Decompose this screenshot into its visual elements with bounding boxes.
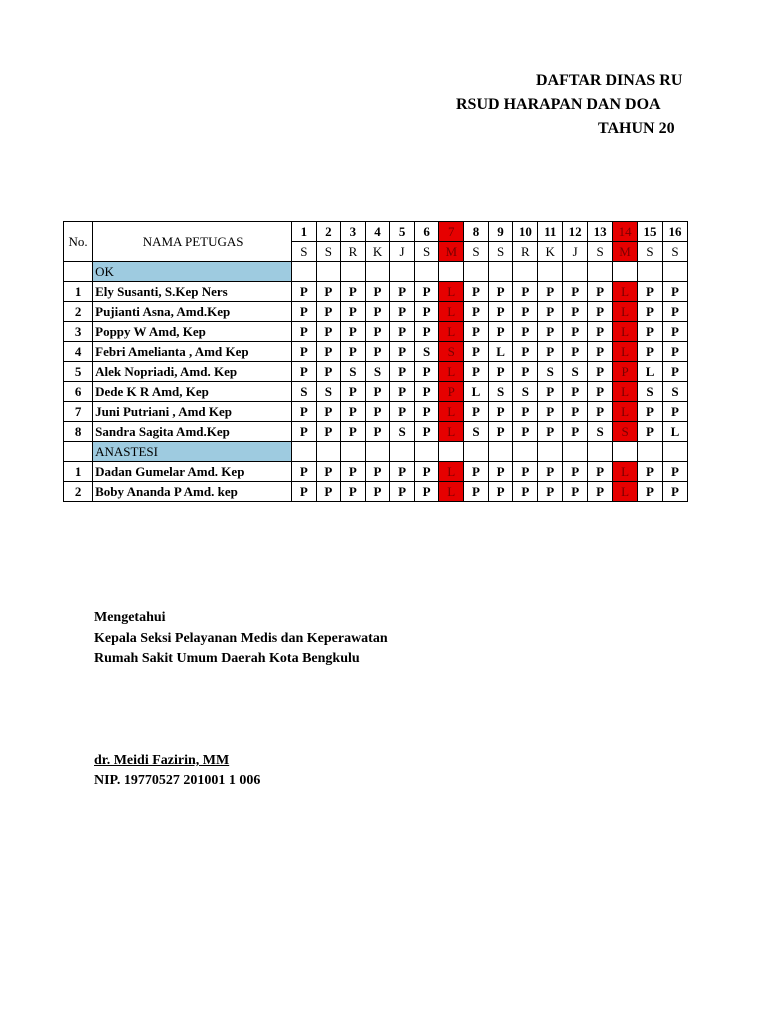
staff-row — [64, 462, 688, 482]
day-number-header: 10 — [513, 222, 538, 242]
shift-cell: P — [341, 462, 366, 482]
shift-cell: P — [513, 282, 538, 302]
shift-cell: L — [439, 302, 464, 322]
shift-cell: P — [341, 282, 366, 302]
section-name: OK — [93, 262, 292, 282]
section-empty-cell — [390, 442, 415, 462]
shift-cell: L — [488, 342, 513, 362]
weekday-header: K — [538, 242, 563, 262]
weekday-header: K — [365, 242, 390, 262]
day-number-header: 5 — [390, 222, 415, 242]
shift-cell: P — [464, 462, 489, 482]
weekday-header: S — [464, 242, 489, 262]
shift-cell: P — [292, 462, 317, 482]
section-empty-cell — [513, 262, 538, 282]
section-empty-cell — [513, 442, 538, 462]
weekday-header: S — [414, 242, 439, 262]
shift-cell: P — [488, 422, 513, 442]
shift-cell: P — [563, 322, 588, 342]
shift-cell: P — [488, 482, 513, 502]
shift-cell: P — [390, 462, 415, 482]
shift-cell: P — [538, 342, 563, 362]
staff-number: 2 — [64, 302, 93, 322]
section-empty-cell — [464, 442, 489, 462]
section-no-cell — [64, 442, 93, 462]
shift-cell: P — [488, 362, 513, 382]
shift-cell: P — [414, 402, 439, 422]
shift-cell: P — [638, 482, 663, 502]
shift-cell: S — [613, 422, 638, 442]
shift-cell: L — [613, 342, 638, 362]
shift-cell: P — [316, 362, 341, 382]
staff-number: 6 — [64, 382, 93, 402]
shift-cell: L — [638, 362, 663, 382]
shift-cell: P — [588, 342, 613, 362]
shift-cell: P — [538, 282, 563, 302]
shift-cell: P — [390, 342, 415, 362]
shift-cell: P — [638, 342, 663, 362]
shift-cell: P — [513, 342, 538, 362]
section-empty-cell — [663, 442, 688, 462]
section-empty-cell — [563, 262, 588, 282]
shift-cell: P — [464, 362, 489, 382]
section-empty-cell — [390, 262, 415, 282]
staff-row — [64, 422, 688, 442]
weekday-header: R — [513, 242, 538, 262]
section-empty-cell — [638, 262, 663, 282]
staff-number: 1 — [64, 462, 93, 482]
title-line-3: TAHUN 20 — [598, 120, 675, 137]
shift-cell: P — [588, 402, 613, 422]
weekday-header: J — [563, 242, 588, 262]
shift-cell: S — [538, 362, 563, 382]
staff-name: Ely Susanti, S.Kep Ners — [93, 282, 292, 302]
shift-cell: P — [538, 482, 563, 502]
staff-name: Pujianti Asna, Amd.Kep — [93, 302, 292, 322]
shift-cell: P — [538, 402, 563, 422]
section-empty-cell — [464, 262, 489, 282]
shift-cell: P — [663, 342, 688, 362]
shift-cell: P — [613, 362, 638, 382]
shift-cell: S — [513, 382, 538, 402]
shift-cell: L — [439, 402, 464, 422]
shift-cell: P — [663, 402, 688, 422]
shift-cell: P — [563, 422, 588, 442]
section-empty-cell — [613, 262, 638, 282]
shift-cell: P — [316, 282, 341, 302]
col-no-header: No. — [64, 222, 93, 262]
shift-cell: P — [663, 482, 688, 502]
shift-cell: P — [390, 382, 415, 402]
day-number-header: 15 — [638, 222, 663, 242]
shift-cell: L — [663, 422, 688, 442]
shift-cell: P — [390, 322, 415, 342]
section-empty-cell — [613, 442, 638, 462]
shift-cell: P — [292, 342, 317, 362]
shift-cell: P — [316, 422, 341, 442]
shift-cell: P — [316, 462, 341, 482]
section-empty-cell — [588, 262, 613, 282]
signer-position: Kepala Seksi Pelayanan Medis dan Keperawatan — [94, 631, 388, 646]
shift-cell: P — [390, 282, 415, 302]
shift-cell: L — [613, 482, 638, 502]
section-empty-cell — [341, 442, 366, 462]
day-number-header: 9 — [488, 222, 513, 242]
weekday-header: S — [588, 242, 613, 262]
staff-row — [64, 402, 688, 422]
shift-cell: L — [613, 302, 638, 322]
header-row-days — [64, 222, 688, 242]
staff-name: Sandra Sagita Amd.Kep — [93, 422, 292, 442]
shift-cell: P — [414, 322, 439, 342]
shift-cell: P — [341, 482, 366, 502]
staff-name: Boby Ananda P Amd. kep — [93, 482, 292, 502]
shift-cell: P — [563, 482, 588, 502]
shift-cell: L — [613, 462, 638, 482]
shift-cell: P — [663, 282, 688, 302]
shift-cell: L — [439, 362, 464, 382]
section-empty-cell — [439, 262, 464, 282]
shift-cell: L — [613, 282, 638, 302]
shift-cell: P — [316, 402, 341, 422]
weekday-header: S — [316, 242, 341, 262]
section-empty-cell — [663, 262, 688, 282]
section-empty-cell — [488, 442, 513, 462]
shift-cell: P — [563, 342, 588, 362]
shift-cell: P — [638, 322, 663, 342]
section-empty-cell — [292, 262, 317, 282]
staff-row — [64, 362, 688, 382]
shift-cell: S — [414, 342, 439, 362]
shift-cell: S — [638, 382, 663, 402]
shift-cell: P — [538, 382, 563, 402]
weekday-header: S — [638, 242, 663, 262]
staff-number: 5 — [64, 362, 93, 382]
shift-cell: P — [365, 342, 390, 362]
shift-cell: L — [613, 382, 638, 402]
signer-institution: Rumah Sakit Umum Daerah Kota Bengkulu — [94, 651, 360, 666]
shift-cell: L — [439, 482, 464, 502]
shift-cell: P — [341, 422, 366, 442]
shift-cell: P — [464, 402, 489, 422]
weekday-header: M — [439, 242, 464, 262]
staff-name: Febri Amelianta , Amd Kep — [93, 342, 292, 362]
staff-name: Juni Putriani , Amd Kep — [93, 402, 292, 422]
staff-number: 8 — [64, 422, 93, 442]
shift-cell: S — [563, 362, 588, 382]
shift-cell: P — [513, 482, 538, 502]
shift-cell: P — [638, 282, 663, 302]
shift-cell: P — [488, 402, 513, 422]
staff-row — [64, 382, 688, 402]
shift-cell: P — [341, 322, 366, 342]
staff-name: Alek Nopriadi, Amd. Kep — [93, 362, 292, 382]
shift-cell: P — [563, 302, 588, 322]
staff-number: 4 — [64, 342, 93, 362]
shift-cell: S — [292, 382, 317, 402]
shift-cell: P — [588, 462, 613, 482]
shift-cell: P — [390, 362, 415, 382]
shift-cell: S — [588, 422, 613, 442]
day-number-header: 12 — [563, 222, 588, 242]
shift-cell: P — [663, 302, 688, 322]
section-empty-cell — [588, 442, 613, 462]
shift-cell: P — [390, 302, 415, 322]
shift-cell: L — [613, 402, 638, 422]
shift-cell: P — [292, 362, 317, 382]
shift-cell: P — [341, 402, 366, 422]
shift-cell: P — [365, 462, 390, 482]
shift-cell: P — [464, 282, 489, 302]
shift-cell: P — [638, 302, 663, 322]
shift-cell: P — [365, 282, 390, 302]
shift-cell: P — [588, 282, 613, 302]
shift-cell: P — [316, 302, 341, 322]
shift-cell: P — [663, 462, 688, 482]
shift-cell: P — [513, 462, 538, 482]
shift-cell: S — [365, 362, 390, 382]
shift-cell: P — [513, 402, 538, 422]
day-number-header: 6 — [414, 222, 439, 242]
shift-cell: P — [292, 282, 317, 302]
signer-nip: NIP. 19770527 201001 1 006 — [94, 773, 261, 788]
shift-cell: L — [613, 322, 638, 342]
shift-cell: P — [316, 342, 341, 362]
shift-cell: P — [538, 322, 563, 342]
shift-cell: P — [292, 322, 317, 342]
acknowledged-label: Mengetahui — [94, 610, 166, 625]
day-number-header: 2 — [316, 222, 341, 242]
shift-cell: L — [439, 422, 464, 442]
staff-row — [64, 302, 688, 322]
shift-cell: P — [341, 302, 366, 322]
shift-cell: P — [464, 482, 489, 502]
section-empty-cell — [316, 442, 341, 462]
shift-cell: L — [439, 282, 464, 302]
shift-cell: P — [365, 322, 390, 342]
shift-cell: P — [365, 482, 390, 502]
shift-cell: P — [365, 302, 390, 322]
shift-cell: P — [588, 302, 613, 322]
section-empty-cell — [538, 262, 563, 282]
shift-cell: P — [538, 462, 563, 482]
staff-name: Poppy W Amd, Kep — [93, 322, 292, 342]
shift-cell: P — [341, 342, 366, 362]
shift-cell: P — [663, 362, 688, 382]
weekday-header: M — [613, 242, 638, 262]
shift-cell: P — [292, 422, 317, 442]
shift-cell: P — [414, 282, 439, 302]
shift-cell: P — [588, 362, 613, 382]
section-empty-cell — [341, 262, 366, 282]
section-empty-cell — [365, 442, 390, 462]
shift-cell: S — [390, 422, 415, 442]
section-empty-cell — [538, 442, 563, 462]
staff-number: 3 — [64, 322, 93, 342]
day-number-header: 8 — [464, 222, 489, 242]
section-empty-cell — [488, 262, 513, 282]
section-name: ANASTESI — [93, 442, 292, 462]
shift-cell: P — [365, 402, 390, 422]
shift-cell: P — [464, 342, 489, 362]
shift-cell: P — [663, 322, 688, 342]
shift-cell: L — [439, 322, 464, 342]
day-number-header: 7 — [439, 222, 464, 242]
section-empty-cell — [414, 262, 439, 282]
section-row — [64, 262, 688, 282]
shift-cell: P — [638, 402, 663, 422]
section-empty-cell — [563, 442, 588, 462]
duty-roster-table — [63, 221, 688, 502]
shift-cell: P — [563, 462, 588, 482]
shift-cell: P — [341, 382, 366, 402]
shift-cell: P — [488, 462, 513, 482]
shift-cell: P — [414, 382, 439, 402]
title-line-2: RSUD HARAPAN DAN DOA — [456, 96, 661, 113]
shift-cell: P — [538, 422, 563, 442]
title-line-1: DAFTAR DINAS RU — [536, 72, 683, 89]
day-number-header: 1 — [292, 222, 317, 242]
shift-cell: P — [464, 302, 489, 322]
weekday-header: J — [390, 242, 415, 262]
section-empty-cell — [365, 262, 390, 282]
staff-row — [64, 282, 688, 302]
shift-cell: P — [513, 422, 538, 442]
shift-cell: S — [488, 382, 513, 402]
day-number-header: 14 — [613, 222, 638, 242]
col-name-header: NAMA PETUGAS — [93, 222, 292, 262]
shift-cell: P — [513, 362, 538, 382]
shift-cell: S — [439, 342, 464, 362]
shift-cell: P — [488, 282, 513, 302]
shift-cell: P — [588, 482, 613, 502]
shift-cell: P — [292, 482, 317, 502]
weekday-header: S — [663, 242, 688, 262]
shift-cell: S — [663, 382, 688, 402]
signer-name: dr. Meidi Fazirin, MM — [94, 753, 230, 768]
shift-cell: P — [414, 302, 439, 322]
staff-name: Dede K R Amd, Kep — [93, 382, 292, 402]
shift-cell: P — [488, 302, 513, 322]
shift-cell: P — [365, 382, 390, 402]
day-number-header: 3 — [341, 222, 366, 242]
shift-cell: P — [316, 322, 341, 342]
staff-row — [64, 322, 688, 342]
staff-row — [64, 342, 688, 362]
staff-number: 1 — [64, 282, 93, 302]
shift-cell: P — [588, 382, 613, 402]
day-number-header: 13 — [588, 222, 613, 242]
section-empty-cell — [414, 442, 439, 462]
day-number-header: 16 — [663, 222, 688, 242]
section-empty-cell — [439, 442, 464, 462]
shift-cell: P — [464, 322, 489, 342]
shift-cell: P — [390, 402, 415, 422]
shift-cell: S — [464, 422, 489, 442]
shift-cell: P — [538, 302, 563, 322]
shift-cell: P — [513, 302, 538, 322]
shift-cell: P — [563, 402, 588, 422]
shift-cell: P — [414, 362, 439, 382]
section-empty-cell — [638, 442, 663, 462]
shift-cell: S — [341, 362, 366, 382]
weekday-header: S — [292, 242, 317, 262]
section-empty-cell — [292, 442, 317, 462]
shift-cell: P — [365, 422, 390, 442]
shift-cell: L — [464, 382, 489, 402]
shift-cell: P — [390, 482, 415, 502]
staff-number: 7 — [64, 402, 93, 422]
section-empty-cell — [316, 262, 341, 282]
staff-number: 2 — [64, 482, 93, 502]
shift-cell: P — [414, 482, 439, 502]
shift-cell: P — [292, 302, 317, 322]
weekday-header: S — [488, 242, 513, 262]
weekday-header: R — [341, 242, 366, 262]
day-number-header: 11 — [538, 222, 563, 242]
shift-cell: P — [488, 322, 513, 342]
section-row — [64, 442, 688, 462]
day-number-header: 4 — [365, 222, 390, 242]
section-no-cell — [64, 262, 93, 282]
staff-name: Dadan Gumelar Amd. Kep — [93, 462, 292, 482]
shift-cell: P — [414, 422, 439, 442]
shift-cell: P — [439, 382, 464, 402]
staff-row — [64, 482, 688, 502]
shift-cell: P — [563, 382, 588, 402]
shift-cell: L — [439, 462, 464, 482]
shift-cell: P — [588, 322, 613, 342]
shift-cell: P — [513, 322, 538, 342]
shift-cell: P — [638, 462, 663, 482]
shift-cell: S — [316, 382, 341, 402]
shift-cell: P — [414, 462, 439, 482]
shift-cell: P — [563, 282, 588, 302]
shift-cell: P — [638, 422, 663, 442]
shift-cell: P — [316, 482, 341, 502]
shift-cell: P — [292, 402, 317, 422]
